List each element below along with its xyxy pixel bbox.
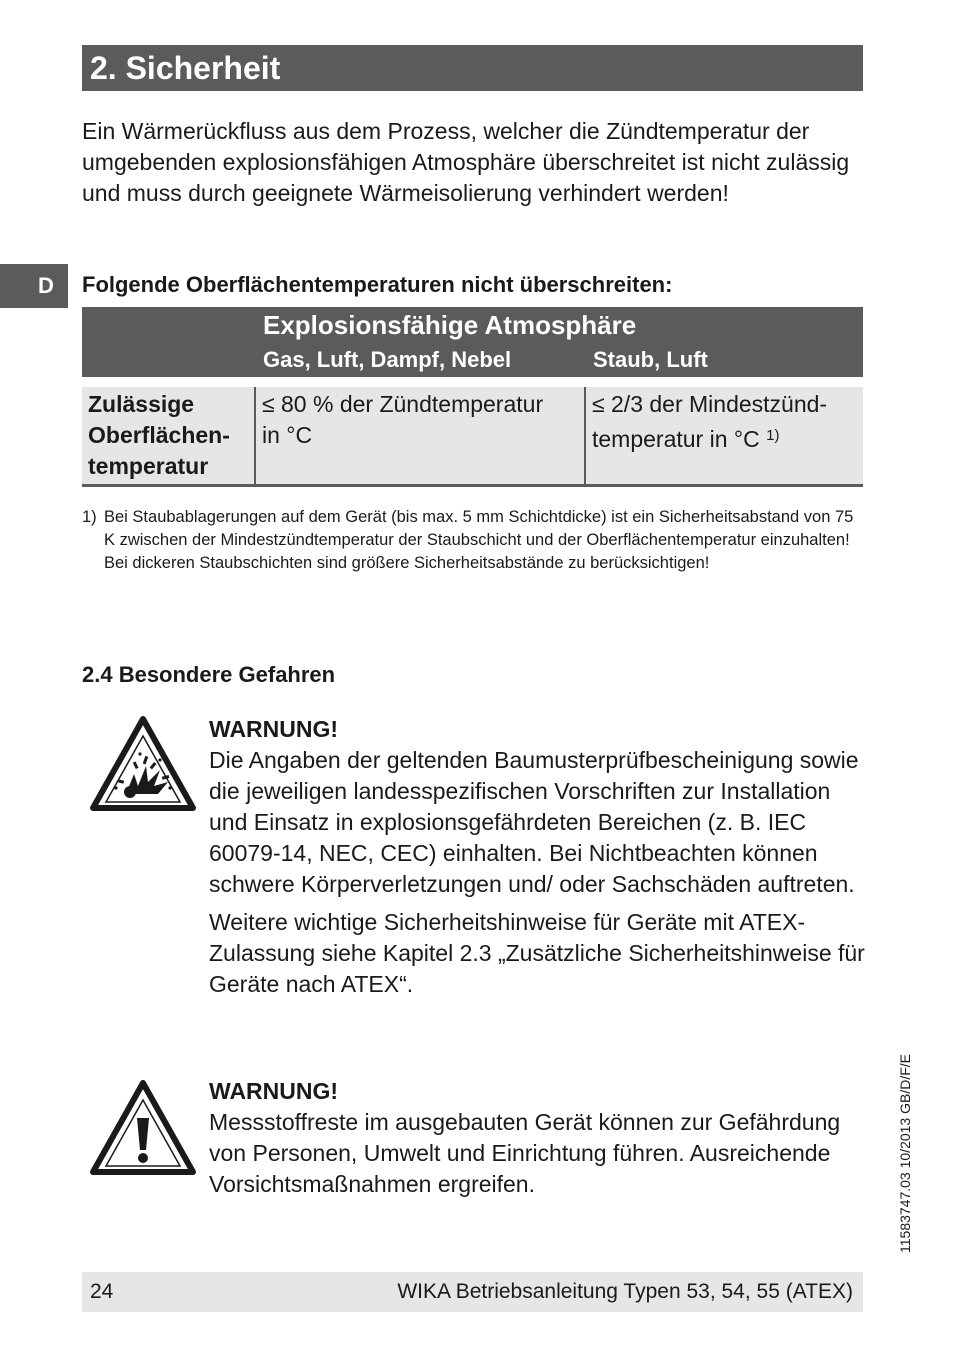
row-label-line: Oberflächen- <box>88 422 230 448</box>
warning-text: Die Angaben der geltenden Baumusterprüfbescheinigung sowie die jeweiligen landesspezifischen Vorschriften zur Installation und Einsatz in explosionsgefährdeten Bereichen (z. B. IEC 60079-14, NEC, CEC) einhalten. Bei Nichtbeachten können schwere Körperverletzungen und/ oder Sachschäden auftreten. <box>209 747 859 897</box>
table-footnote <box>82 506 862 575</box>
dust-value-cell <box>586 387 863 484</box>
table-header <box>82 307 863 377</box>
row-label-line: temperatur <box>88 453 209 479</box>
surface-temperature-table <box>82 307 863 487</box>
footnote-reference: 1) <box>766 427 780 444</box>
table-header-main: Explosionsfähige Atmosphäre <box>263 310 637 340</box>
warning-title: WARNUNG! <box>209 716 339 742</box>
warning-text: Messstoffreste im ausgebauten Gerät können zur Gefährdung von Personen, Umwelt und Einrichtung führen. Ausreichende Vorsichtsmaßnahmen ergreifen. <box>209 1109 841 1197</box>
page-footer <box>82 1272 863 1312</box>
footer-title: WIKA Betriebsanleitung Typen 53, 54, 55 (ATEX) <box>397 1280 853 1303</box>
table-header-gas: Gas, Luft, Dampf, Nebel <box>263 347 512 372</box>
section-header <box>82 45 863 91</box>
row-label-cell <box>82 387 256 484</box>
row-label-line: Zulässige <box>88 391 195 417</box>
warning-block-residues <box>209 1076 869 1200</box>
subsection-title: 2.4 Besondere Gefahren <box>82 662 336 687</box>
table-header-dust: Staub, Luft <box>593 347 708 372</box>
language-tab: D <box>0 264 68 308</box>
general-warning-icon <box>90 1080 196 1176</box>
intro-paragraph: Ein Wärmerückfluss aus dem Prozess, welcher die Zündtemperatur der umgebenden explosionsfähigen Atmosphäre überschreitet ist nicht zulässig und muss durch geeignete Wärmeisolierung verhindert werden! <box>82 118 850 206</box>
document-code: 11583747.03 10/2013 GB/D/F/E <box>897 1054 913 1253</box>
warning-title: WARNUNG! <box>209 1078 339 1104</box>
explosion-warning-icon <box>90 716 196 812</box>
gas-value-cell <box>256 387 586 484</box>
dust-value-line: ≤ 2/3 der Mindestzünd- <box>592 391 828 417</box>
gas-value-line: in °C <box>262 422 313 448</box>
footnote-text: Bei Staubablagerungen auf dem Gerät (bis max. 5 mm Schichtdicke) ist ein Sicherheitsabstand von 75 K zwischen der Mindestzündtemperatur der Staubschicht und der Oberflächentemperatur einzuhalten! Bei dickeren Staubschichten sind größere Sicherheitsabstände zu berücksichtigen! <box>104 508 854 572</box>
warning-text-additional: Weitere wichtige Sicherheitshinweise für Geräte mit ATEX-Zulassung siehe Kapitel 2.3 „Zusätzliche Sicherheitshinweise für Geräte nach ATEX“. <box>209 909 865 997</box>
dust-value-text: temperatur in °C <box>592 426 760 452</box>
page-number: 24 <box>90 1280 114 1303</box>
dust-value-line <box>592 420 857 455</box>
gas-value-line: ≤ 80 % der Zündtemperatur <box>262 391 544 417</box>
warning-block-explosion <box>209 714 869 1000</box>
footnote-mark: 1) <box>82 508 97 526</box>
table-row <box>82 387 863 487</box>
section-title-text: 2. Sicherheit <box>90 50 281 86</box>
table-subheading: Folgende Oberflächentemperaturen nicht überschreiten: <box>82 272 673 297</box>
